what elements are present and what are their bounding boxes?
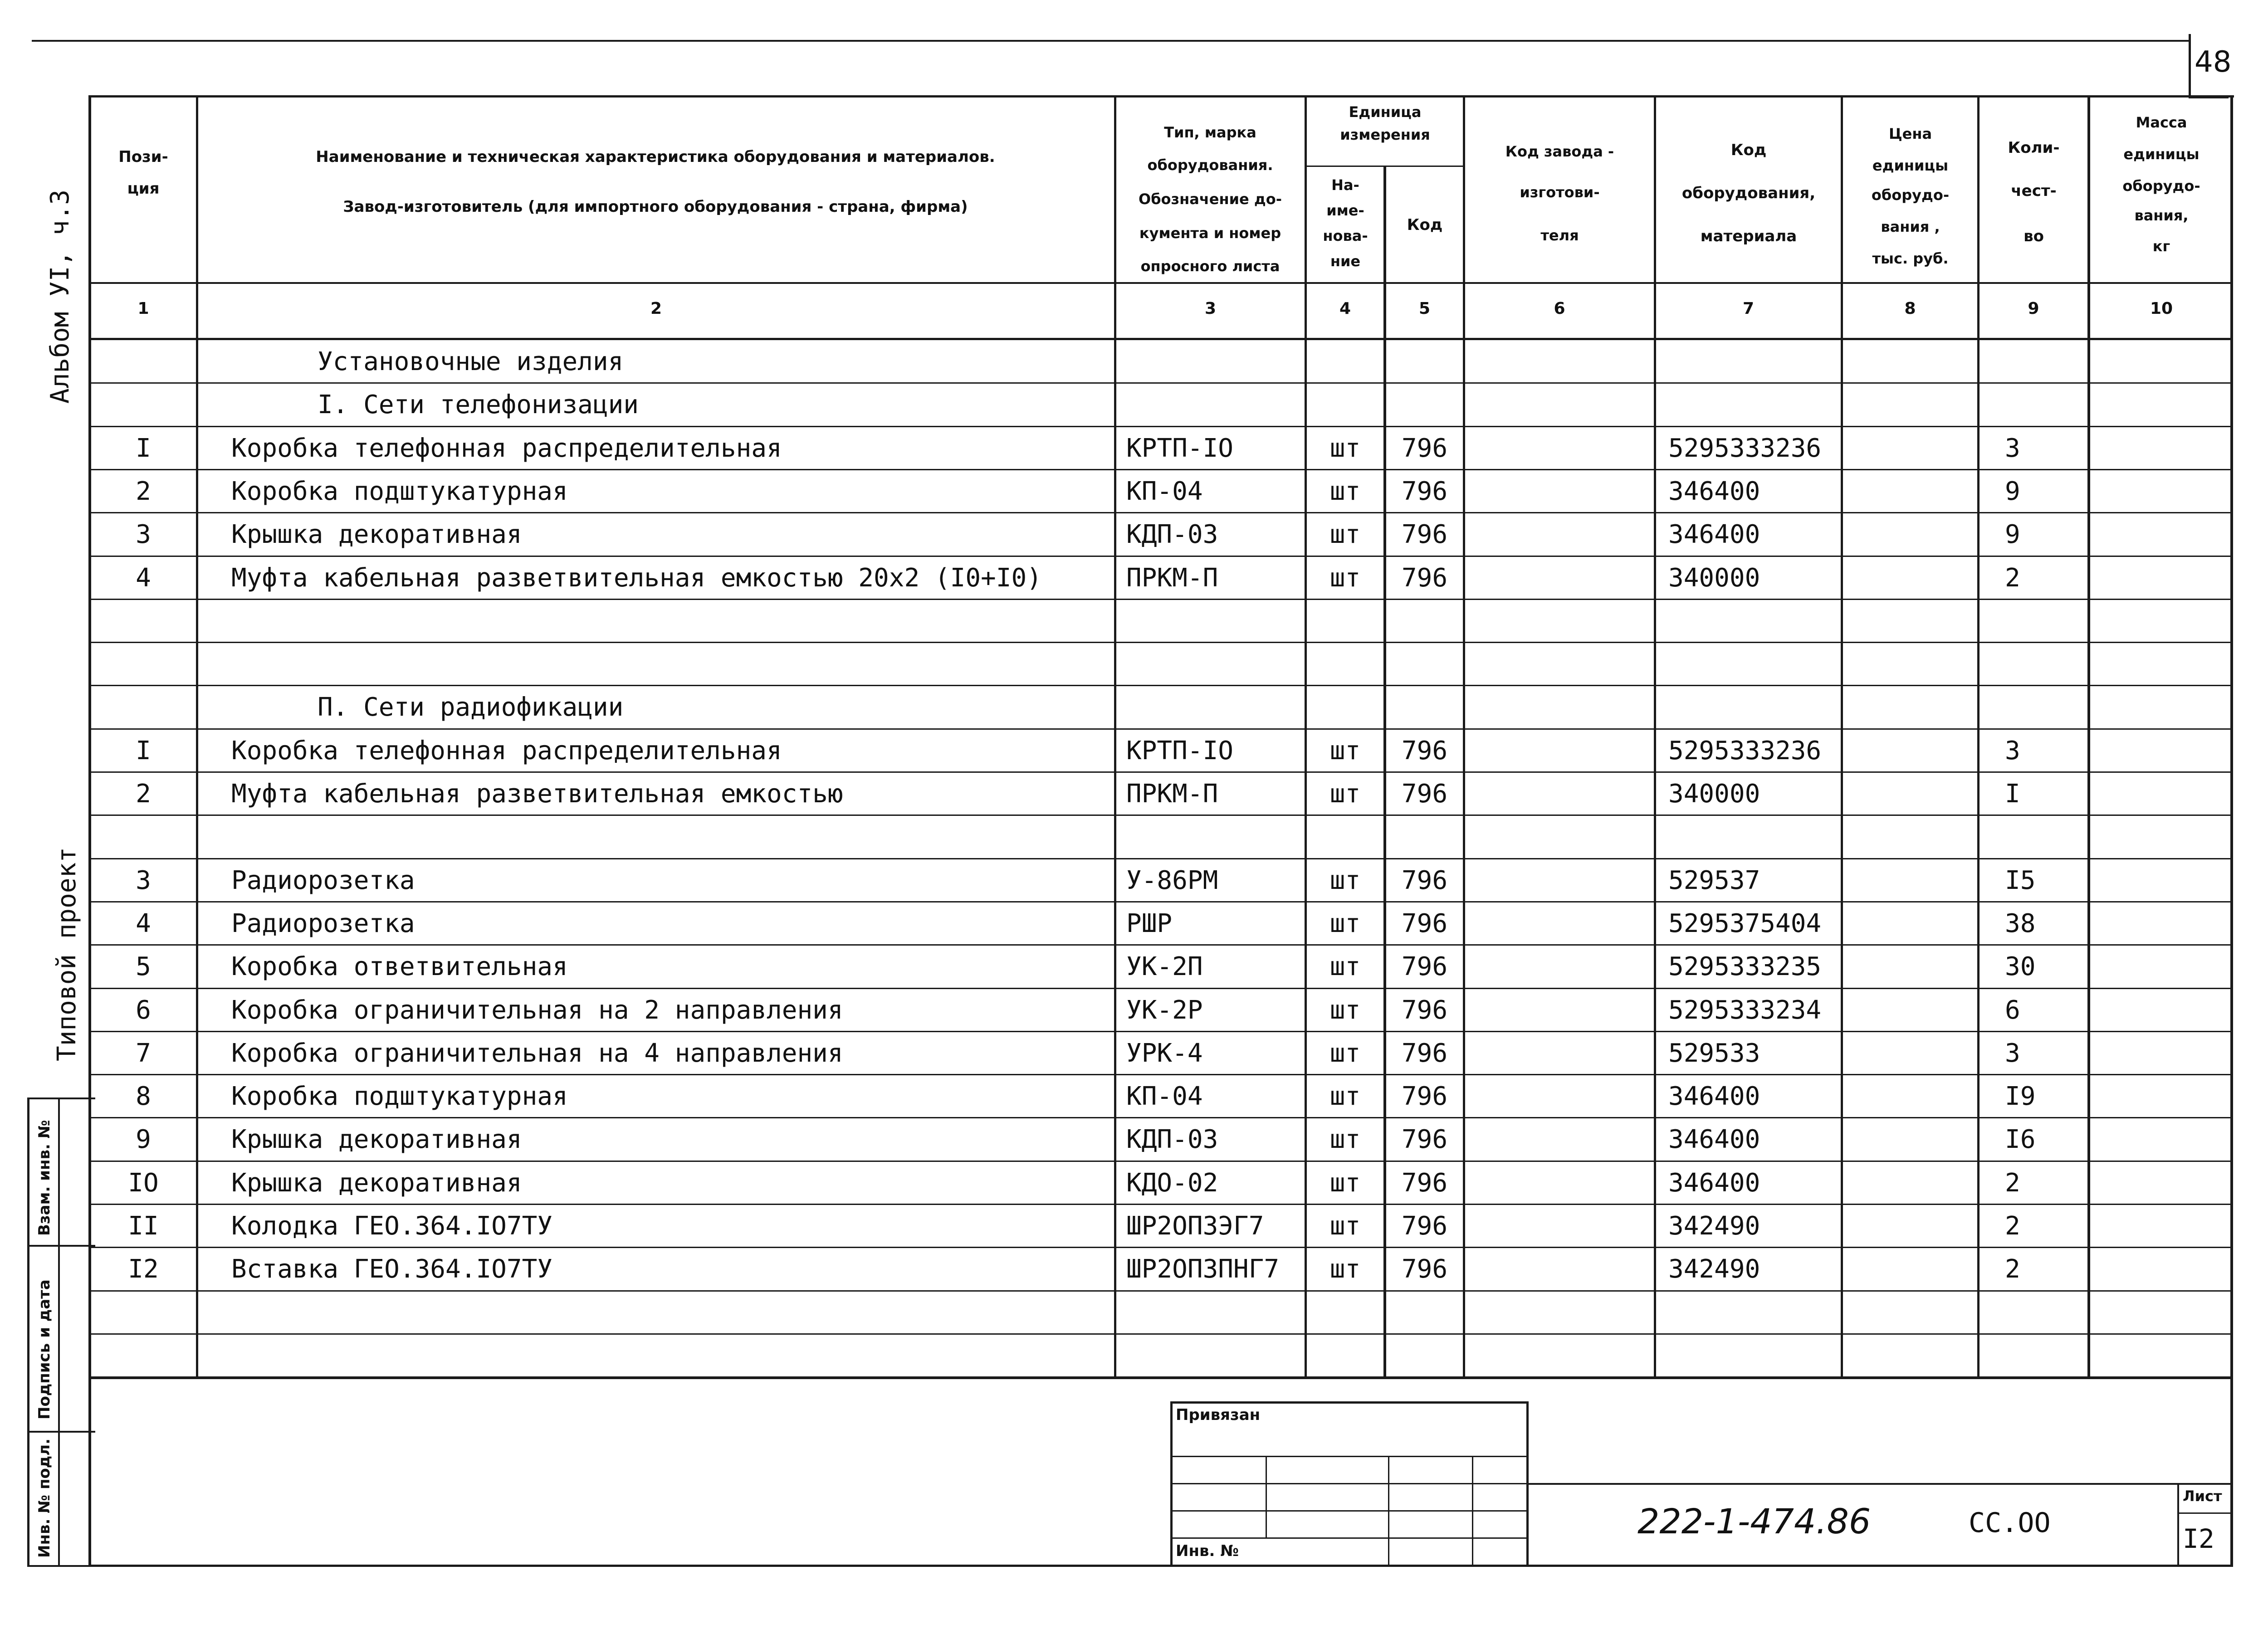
cell-name: Крышка декоративная <box>231 1125 522 1154</box>
cell-name: Коробка телефонная распределительная <box>231 434 782 463</box>
cell-type: У-86РМ <box>1126 866 1218 895</box>
cell-unit: шт <box>1330 1125 1361 1154</box>
cell-equip: 529537 <box>1668 866 1760 895</box>
cell-code: 796 <box>1401 477 1448 506</box>
cell-code: 796 <box>1401 952 1448 981</box>
hdr-plant-1: Код завода - <box>1505 143 1614 160</box>
colnum-5: 5 <box>1418 299 1431 318</box>
cell-type: КРТП-IO <box>1126 736 1234 766</box>
cell-code: 796 <box>1401 1082 1448 1111</box>
cell-name: Радиорозетка <box>231 866 415 895</box>
cell-unit: шт <box>1330 1039 1361 1068</box>
cell-qty: 2 <box>2005 1254 2020 1284</box>
hdr-qty-2: чест- <box>2011 182 2057 200</box>
hdr-name-2: Завод-изготовитель (для импортного оборудования - страна, фирма) <box>343 198 968 216</box>
cell-pos: 8 <box>136 1082 151 1111</box>
cell-code: 796 <box>1401 520 1448 549</box>
stamp-inv: Инв. № подл. <box>35 1438 54 1558</box>
cell-type: КРТП-IO <box>1126 434 1234 463</box>
cell-name: Коробка ответвительная <box>231 952 568 981</box>
cell-code: 796 <box>1401 1125 1448 1154</box>
cell-code: 796 <box>1401 1168 1448 1198</box>
cell-qty: 9 <box>2005 477 2020 506</box>
cell-qty: 2 <box>2005 563 2020 593</box>
cell-qty: 9 <box>2005 520 2020 549</box>
cell-qty: I5 <box>2005 866 2036 895</box>
cell-unit: шт <box>1330 952 1361 981</box>
inv-label: Инв. № <box>1176 1542 1239 1560</box>
cell-code: 796 <box>1401 1039 1448 1068</box>
hdr-unit-name-4: ние <box>1330 253 1361 270</box>
cell-qty: 3 <box>2005 434 2020 463</box>
cell-equip: 340000 <box>1668 779 1760 809</box>
cell-name: Установочные изделия <box>318 347 624 376</box>
cell-code: 796 <box>1401 995 1448 1025</box>
hdr-type-1: Тип, марка <box>1164 124 1256 141</box>
cell-qty: I6 <box>2005 1125 2036 1154</box>
cell-equip: 340000 <box>1668 563 1760 593</box>
cell-type: УРК-4 <box>1126 1039 1203 1068</box>
hdr-name-1: Наименование и техническая характеристика оборудования и материалов. <box>316 148 995 166</box>
cell-type: РШР <box>1126 909 1173 938</box>
hdr-equip-1: Код <box>1730 141 1767 159</box>
cell-pos: II <box>128 1211 159 1241</box>
hdr-type-3: Обозначение до- <box>1139 190 1282 208</box>
cell-type: ПРКМ-П <box>1126 563 1218 593</box>
stamp-podpis: Подпись и дата <box>35 1279 54 1419</box>
cell-unit: шт <box>1330 434 1361 463</box>
stamp-vzam: Взам. инв. № <box>35 1120 54 1236</box>
cell-name: Коробка подштукатурная <box>231 477 568 506</box>
doc-code: СС.ОО <box>1969 1507 2051 1539</box>
colnum-2: 2 <box>650 299 662 318</box>
hdr-unit-1: Единица <box>1349 103 1422 121</box>
hdr-pos-2: ция <box>127 180 160 198</box>
cell-name: Коробка ограничительная на 2 направления <box>231 995 843 1025</box>
hdr-price-4: вания , <box>1881 218 1940 235</box>
colnum-9: 9 <box>2028 299 2039 318</box>
hdr-plant-2: изготови- <box>1520 184 1600 201</box>
cell-equip: 346400 <box>1668 520 1760 549</box>
cell-code: 796 <box>1401 434 1448 463</box>
hdr-mass-2: единицы <box>2123 146 2200 163</box>
sheet-label: Лист <box>2183 1488 2222 1505</box>
cell-pos: I2 <box>128 1254 159 1284</box>
colnum-4: 4 <box>1339 299 1351 318</box>
sheet-number: I2 <box>2183 1523 2214 1554</box>
cell-name: Радиорозетка <box>231 909 415 938</box>
cell-name: П. Сети радиофикации <box>318 693 624 722</box>
colnum-3: 3 <box>1204 299 1217 318</box>
hdr-mass-4: вания, <box>2134 207 2189 224</box>
project-caption: Типовой проект <box>52 847 82 1061</box>
cell-pos: 3 <box>136 866 151 895</box>
cell-pos: 4 <box>136 909 151 938</box>
cell-name: Муфта кабельная разветвительная емкостью 20х2 (I0+I0) <box>231 563 1042 593</box>
cell-type: КП-04 <box>1126 477 1203 506</box>
cell-type: КДП-03 <box>1126 1125 1218 1154</box>
privyazan-label: Привязан <box>1176 1406 1261 1424</box>
cell-unit: шт <box>1330 1082 1361 1111</box>
cell-qty: I9 <box>2005 1082 2036 1111</box>
hdr-type-2: оборудования. <box>1147 156 1273 174</box>
cell-equip: 5295333235 <box>1668 952 1822 981</box>
hdr-mass-1: Масса <box>2136 114 2187 131</box>
cell-qty: 38 <box>2005 909 2036 938</box>
hdr-qty-1: Коли- <box>2008 139 2060 157</box>
cell-code: 796 <box>1401 1254 1448 1284</box>
cell-equip: 342490 <box>1668 1211 1760 1241</box>
cell-equip: 346400 <box>1668 1125 1760 1154</box>
cell-unit: шт <box>1330 477 1361 506</box>
cell-type: КДО-02 <box>1126 1168 1218 1198</box>
cell-equip: 346400 <box>1668 1168 1760 1198</box>
hdr-price-1: Цена <box>1888 125 1932 142</box>
cell-qty: 6 <box>2005 995 2020 1025</box>
cell-qty: 2 <box>2005 1168 2020 1198</box>
cell-code: 796 <box>1401 909 1448 938</box>
cell-name: Крышка декоративная <box>231 1168 522 1198</box>
hdr-pos-1: Пози- <box>118 148 168 166</box>
cell-type: ШР2ОП3ЭГ7 <box>1126 1211 1264 1241</box>
album-caption: Альбом УI, ч.3 <box>45 189 75 404</box>
hdr-unit-name-1: На- <box>1331 176 1359 194</box>
cell-code: 796 <box>1401 779 1448 809</box>
hdr-price-5: тыс. руб. <box>1872 250 1949 267</box>
cell-type: ПРКМ-П <box>1126 779 1218 809</box>
cell-pos: 6 <box>136 995 151 1025</box>
cell-pos: 3 <box>136 520 151 549</box>
cell-equip: 5295333234 <box>1668 995 1822 1025</box>
cell-type: ШР2ОП3ПНГ7 <box>1126 1254 1280 1284</box>
colnum-10: 10 <box>2150 299 2173 318</box>
cell-unit: шт <box>1330 909 1361 938</box>
cell-type: КП-04 <box>1126 1082 1203 1111</box>
cell-unit: шт <box>1330 520 1361 549</box>
hdr-price-3: оборудо- <box>1871 186 1950 204</box>
hdr-mass-5: кг <box>2152 238 2170 255</box>
cell-unit: шт <box>1330 736 1361 766</box>
cell-name: Колодка ГЕО.364.IO7ТУ <box>231 1211 553 1241</box>
cell-pos: 2 <box>136 477 151 506</box>
cell-code: 796 <box>1401 563 1448 593</box>
hdr-unit-code: Код <box>1407 216 1443 234</box>
cell-qty: 3 <box>2005 1039 2020 1068</box>
hdr-equip-3: материала <box>1700 227 1797 245</box>
cell-qty: 3 <box>2005 736 2020 766</box>
hdr-qty-3: во <box>2024 227 2044 245</box>
hdr-unit-2: измерения <box>1340 126 1430 143</box>
cell-pos: 9 <box>136 1125 151 1154</box>
cell-pos: I <box>136 736 151 766</box>
cell-name: Вставка ГЕО.364.IO7ТУ <box>231 1254 553 1284</box>
cell-unit: шт <box>1330 995 1361 1025</box>
colnum-6: 6 <box>1554 299 1565 318</box>
cell-pos: 7 <box>136 1039 151 1068</box>
hdr-mass-3: оборудо- <box>2122 177 2200 195</box>
cell-name: Коробка телефонная распределительная <box>231 736 782 766</box>
hdr-type-4: кумента и номер <box>1139 224 1281 242</box>
cell-name: Коробка ограничительная на 4 направления <box>231 1039 843 1068</box>
hdr-unit-name-2: име- <box>1326 202 1364 219</box>
colnum-1: 1 <box>137 299 149 318</box>
cell-pos: 5 <box>136 952 151 981</box>
cell-unit: шт <box>1330 1211 1361 1241</box>
cell-pos: 4 <box>136 563 151 593</box>
cell-code: 796 <box>1401 866 1448 895</box>
cell-equip: 346400 <box>1668 477 1760 506</box>
cell-type: УК-2Р <box>1126 995 1203 1025</box>
cell-qty: 30 <box>2005 952 2036 981</box>
cell-qty: I <box>2005 779 2020 809</box>
cell-qty: 2 <box>2005 1211 2020 1241</box>
cell-unit: шт <box>1330 866 1361 895</box>
cell-type: КДП-03 <box>1126 520 1218 549</box>
cell-equip: 346400 <box>1668 1082 1760 1111</box>
cell-unit: шт <box>1330 1254 1361 1284</box>
cell-equip: 342490 <box>1668 1254 1760 1284</box>
cell-type: УК-2П <box>1126 952 1203 981</box>
cell-name: Муфта кабельная разветвительная емкостью <box>231 779 843 809</box>
cell-name: Коробка подштукатурная <box>231 1082 568 1111</box>
hdr-unit-name-3: нова- <box>1323 227 1368 244</box>
cell-name: I. Сети телефонизации <box>318 390 639 419</box>
cell-equip: 5295333236 <box>1668 434 1822 463</box>
hdr-plant-3: теля <box>1540 227 1579 244</box>
hdr-equip-2: оборудования, <box>1681 184 1816 202</box>
cell-unit: шт <box>1330 779 1361 809</box>
cell-equip: 5295333236 <box>1668 736 1822 766</box>
cell-pos: 2 <box>136 779 151 809</box>
colnum-8: 8 <box>1904 299 1916 318</box>
cell-unit: шт <box>1330 563 1361 593</box>
cell-pos: I <box>136 434 151 463</box>
cell-name: Крышка декоративная <box>231 520 522 549</box>
cell-code: 796 <box>1401 1211 1448 1241</box>
hdr-type-5: опросного листа <box>1140 258 1280 275</box>
cell-equip: 529533 <box>1668 1039 1760 1068</box>
hdr-price-2: единицы <box>1872 157 1949 174</box>
page-number: 48 <box>2195 45 2232 79</box>
colnum-7: 7 <box>1742 299 1755 318</box>
cell-pos: IO <box>128 1168 159 1198</box>
cell-unit: шт <box>1330 1168 1361 1198</box>
doc-number: 222-1-474.86 <box>1637 1501 1871 1541</box>
cell-equip: 5295375404 <box>1668 909 1822 938</box>
cell-code: 796 <box>1401 736 1448 766</box>
